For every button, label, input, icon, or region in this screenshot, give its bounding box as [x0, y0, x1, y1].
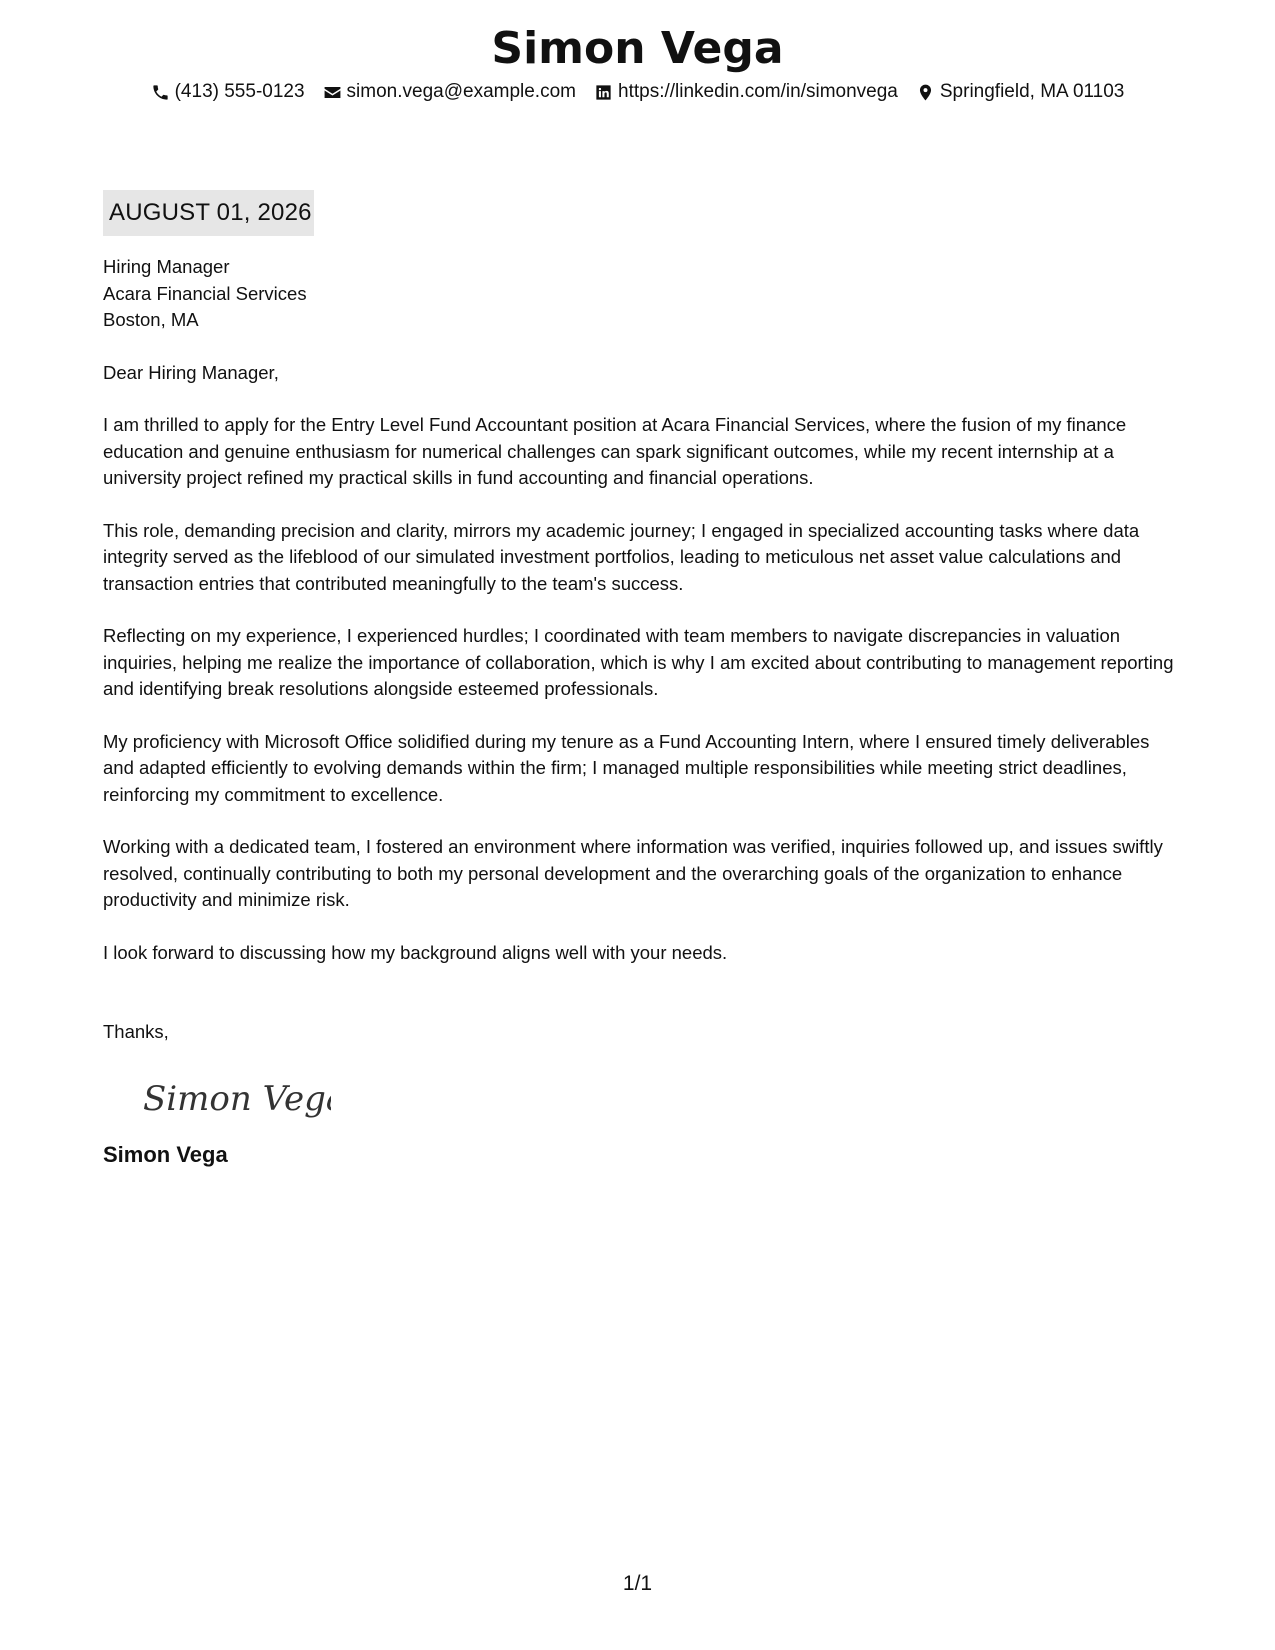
map-pin-icon: [916, 83, 935, 102]
contact-linkedin: [594, 79, 898, 105]
email-text[interactable]: simon.vega@example.com: [346, 81, 576, 102]
recipient-title: Hiring Manager: [103, 256, 230, 277]
page-number: 1/1: [622, 1572, 653, 1595]
signature-drawing: [141, 1074, 331, 1124]
linkedin-text[interactable]: https://linkedin.com/in/simonvega: [618, 81, 898, 102]
applicant-name-header: Simon Vega: [491, 23, 784, 74]
recipient-company: Acara Financial Services: [103, 282, 307, 304]
body-paragraph-5: Working with a dedicated team, I fostered an environment where information was verified, inquiries followed up, and issues swiftly resolved, continually contributing to both my personal development and the overarching goals of the organization to enhance productivity and minimize risk.: [103, 836, 1163, 910]
body-paragraph-2: This role, demanding precision and clarity, mirrors my academic journey; I engaged in specialized accounting tasks where data integrity served as the lifeblood of our simulated investment portfolios, leading to meticulous net asset value calculations and transaction entries that contributed meaningfully to the team's success.: [103, 519, 1140, 594]
contact-phone: [151, 79, 305, 105]
contact-email: [323, 79, 576, 105]
phone-text: (413) 555-0123: [174, 81, 305, 102]
envelope-icon: [323, 83, 342, 102]
recipient-block: [103, 254, 1183, 334]
location-text: Springfield, MA 01103: [939, 81, 1125, 102]
phone-icon: [151, 83, 170, 102]
letter-body: [103, 254, 1183, 1170]
contact-location: [916, 79, 1125, 105]
body-paragraph-4: My proficiency with Microsoft Office solidified during my tenure as a Fund Accounting Intern, where I ensured timely deliverables and adapted efficiently to evolving demands within the firm; I managed multiple responsibilities while meeting strict deadlines, reinforcing my commitment to excellence.: [103, 730, 1150, 805]
body-paragraph-6: I look forward to discussing how my background aligns well with your needs.: [103, 941, 728, 963]
closing: Thanks,: [103, 1021, 169, 1042]
signer-name: Simon Vega: [103, 1141, 228, 1167]
signature-text: Simon Vega: [143, 1078, 331, 1119]
body-paragraph-1: I am thrilled to apply for the Entry Level Fund Accountant position at Acara Financial Services, where the fusion of my finance education and genuine enthusiasm for numerical challenges can spark significant outcomes, while my recent internship at a university project refined my practical skills in fund accounting and financial operations.: [103, 414, 1127, 488]
letter-date: AUGUST 01, 2026: [103, 190, 314, 236]
body-paragraph-3: Reflecting on my experience, I experienced hurdles; I coordinated with team members to navigate discrepancies in valuation inquiries, helping me realize the importance of collaboration, which is why I am excited about contributing to management reporting and identifying break resolutions alongside esteemed professionals.: [103, 625, 1174, 699]
recipient-location: Boston, MA: [103, 309, 199, 330]
handwritten-signature: [141, 1074, 361, 1130]
salutation: Dear Hiring Manager,: [103, 361, 279, 383]
linkedin-icon: [594, 83, 613, 102]
contact-row: [0, 79, 1275, 105]
